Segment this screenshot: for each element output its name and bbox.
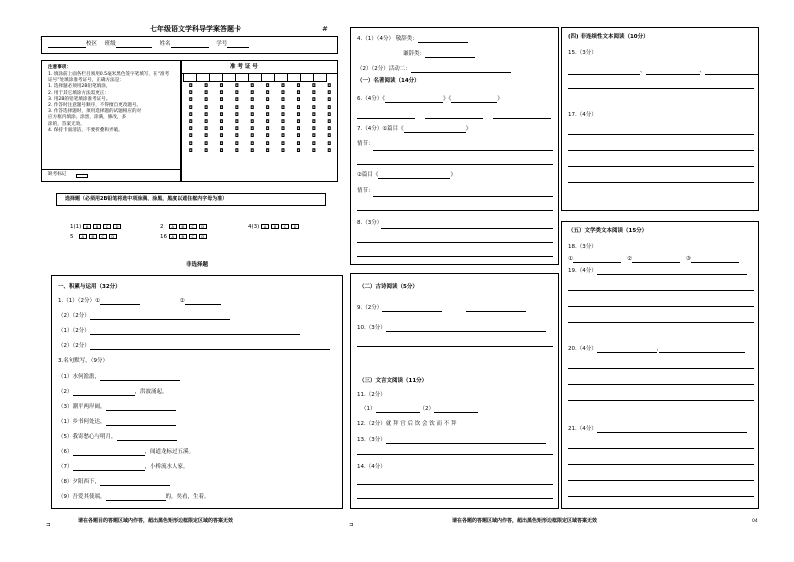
footer-left-note: 请在各题目的答题区域内作答，超出黑色矩形边框限定区域的答案无效	[78, 518, 234, 524]
q4c-row: （2）（2分）活动二：	[357, 66, 511, 73]
col2-sec2-title: （二）古诗阅读（5分）	[359, 284, 418, 290]
q11-row[interactable]: （1） （2）	[361, 406, 478, 413]
q21-row[interactable]: 21.（4分）	[568, 426, 747, 433]
col3-sec5-title: （五）文学类文本阅读（15分）	[568, 228, 648, 234]
q3-fill-6[interactable]: （6） ，闻道龙标过五溪。	[58, 449, 195, 455]
mc-title: 选择题（必须用2B铅笔将选中项涂满、涂黑，黑度以遮住框内字母为准）	[65, 196, 228, 202]
mc-question-16[interactable]: 16 A B C D	[160, 234, 209, 240]
notes-title: 注意事项：	[48, 65, 71, 70]
q3-fill-4[interactable]: （1）乡书何处达，	[58, 419, 176, 426]
missing-exam-label: 缺考标记	[48, 172, 67, 177]
class-field[interactable]	[116, 42, 152, 48]
q15-label: 15.（3分）	[568, 50, 597, 56]
corner-mark: ⊐	[46, 522, 51, 528]
col3-sec4-title: (四) 非连续性文本阅读（10分）	[568, 34, 649, 40]
q3-fill-7[interactable]: （7） ，小桥流水人家。	[58, 464, 189, 470]
section1-title: 一、积累与运用（32分）	[58, 284, 121, 290]
nonmc-title: 非选择题	[186, 262, 209, 268]
student-info-bar	[41, 36, 338, 54]
q1-row: 1.（1）（2分）① ②	[58, 298, 221, 305]
col2-sec3-title: （三）文言文阅读（11分）	[359, 378, 428, 384]
exam-id-box	[181, 60, 338, 182]
mc-title-box	[56, 193, 326, 206]
q14-label: 14.（4分）	[357, 464, 386, 470]
exam-id-write-cells[interactable]	[183, 73, 327, 82]
q1-answer-2[interactable]	[185, 299, 221, 305]
mc-question-5[interactable]: 5 A B C D	[70, 234, 119, 240]
q2-2-row: （2）（2分）	[58, 343, 330, 350]
q8-label: 8.（3分）	[357, 220, 383, 226]
q18-answers[interactable]: ① ② ③	[568, 256, 739, 263]
q6-row[interactable]: 6.（4分）《 》《 》	[357, 96, 503, 102]
mc-question-4[interactable]: 4(3) A B C D	[248, 224, 301, 230]
q3-fill-2[interactable]: （2） ，洪波涌起。	[58, 389, 168, 395]
plot2-label: 情节：	[357, 188, 374, 194]
name-label: 姓名	[159, 41, 171, 47]
q1-answer-1[interactable]	[100, 299, 140, 305]
id-field[interactable]	[227, 42, 249, 48]
q3-title: 3.名句默写。（9分）	[58, 358, 108, 364]
q2-2-answer[interactable]	[90, 344, 330, 350]
hash-mark: #	[322, 25, 328, 33]
q9-row[interactable]: 9.（2分）	[357, 305, 526, 312]
section1-box	[51, 275, 343, 509]
q4b-row: 谦辞类：	[403, 51, 475, 58]
notes-list: 1. 填涂前上面各栏目须用0.5毫米黑色签字笔填写，在“准考 证号”处填涂准考证号，正确方法是： 1. 选择题必须用2B铅笔填涂， 2. 用于其它填涂方法需更正： 3. 用2B的铅笔填涂准考证号。 2. 作答时注意题号顺序，不得擅自更改题号。 3. 作答选择题时，须用选择题的试题相应的对 应方框内填涂。涂黑，涂满，修改，多 涂的，答案无效。 4. 保持卡面清洁，不要折叠和弄破。	[48, 72, 170, 133]
id-label: 学号	[216, 41, 228, 47]
q7-row[interactable]: 7.（4分）①篇目《 》	[357, 126, 472, 132]
q3-fill-9[interactable]: （9）吾爱其使端， 的，矣看，生着。	[58, 494, 210, 500]
plot1-label: 情节：	[357, 141, 374, 147]
mc-question-2[interactable]: 2 A B C D	[160, 224, 209, 230]
q15-answers[interactable]: 、 、	[568, 68, 759, 75]
col2-bottom-box	[350, 273, 559, 509]
q2-1-answer[interactable]	[90, 329, 300, 335]
missing-exam-checkbox[interactable]	[76, 174, 88, 178]
q4c-answer[interactable]	[411, 67, 511, 73]
col2-sec1-title: （一）名著阅读（14分）	[357, 78, 420, 84]
q1-2-answer[interactable]	[90, 314, 230, 320]
q3-fill-8[interactable]: （8）夕阳西下，	[58, 479, 170, 486]
school-label: 校区	[86, 41, 98, 47]
exam-id-title: 准 考 证 号	[230, 64, 258, 70]
q1-2-row: （2）（2分）	[58, 313, 230, 320]
col2-top-box	[350, 27, 559, 265]
footer-right-note: 请在各题的答题区域内作答，超出黑色矩形边框限定区域答案无效	[452, 518, 598, 524]
notes-box	[41, 60, 181, 182]
col3-top-box	[561, 27, 759, 211]
page-number: 04	[752, 519, 758, 524]
q17-label: 17.（4分）	[568, 112, 597, 118]
q20-row[interactable]: 20.（4分） ,	[568, 346, 745, 353]
q11-label: 11.（2分）	[357, 392, 386, 398]
q12-row[interactable]: 12.（2分）就 拜 官 后 饮 会 饮 而 不 拜	[357, 421, 457, 427]
q3-fill-1[interactable]: （1）水何澹澹，	[58, 374, 180, 381]
mc-question-1[interactable]: 1(1) A B C D	[70, 224, 123, 230]
q3-fill-3[interactable]: （3）潮平两岸阔，	[58, 404, 176, 411]
q4-answer-2[interactable]	[425, 52, 475, 58]
school-field[interactable]	[48, 42, 86, 48]
q4-row: 4.（1）（4分） 敬辞类：	[357, 36, 468, 43]
class-label: 班级	[104, 41, 116, 47]
name-field[interactable]	[171, 42, 209, 48]
q10-row[interactable]: 10.（3分）	[357, 325, 546, 332]
col3-bottom-box	[561, 221, 759, 509]
q18-label: 18.（3分）	[568, 244, 597, 250]
corner-mark: ⊐	[349, 522, 354, 528]
q13-row[interactable]: 13.（3分）	[357, 437, 546, 444]
q19-row[interactable]: 19.（4分）	[568, 268, 747, 275]
page-title: 七年级语文学科导学案答题卡	[150, 25, 241, 33]
q4-answer-1[interactable]	[418, 37, 468, 43]
exam-id-bubbles[interactable]: ◘ ◘ ◘ ◘ ◘ ◘ ◘ ◘ ◘ ◘ ◘ ◘ ◘ ◘ ◘ ◘ ◘ ◘ ◘ ◘ ◘ ◘ ◘ ◘ ◘ ◘ ◘ ◘ ◘ ◘ ◘ ◘ ◘ ◘ ◘ ◘ ◘ ◘ ◘ ◘ ◘ ◘ ◘ ◘ ◘ ◘ ◘ ◘ ◘ ◘ ◘ ◘ ◘ ◘ ◘ ◘ ◘ ◘ ◘ ◘ ◘ ◘ ◘ ◘ ◘ ◘ ◘ ◘ ◘ ◘ ◘ ◘ ◘ ◘ ◘ ◘ ◘ ◘ ◘ ◘ ◘ ◘ ◘ ◘ ◘ ◘ ◘ ◘ ◘ ◘ ◘ ◘ ◘ ◘ ◘ ◘ ◘ ◘ ◘ ◘	[188, 83, 332, 154]
q2-1-row: （1）（2分）	[58, 328, 300, 335]
q7c-row[interactable]: ②篇目《 》	[357, 172, 456, 178]
q3-fill-5[interactable]: （5）我寄愁心与明月，	[58, 434, 177, 441]
